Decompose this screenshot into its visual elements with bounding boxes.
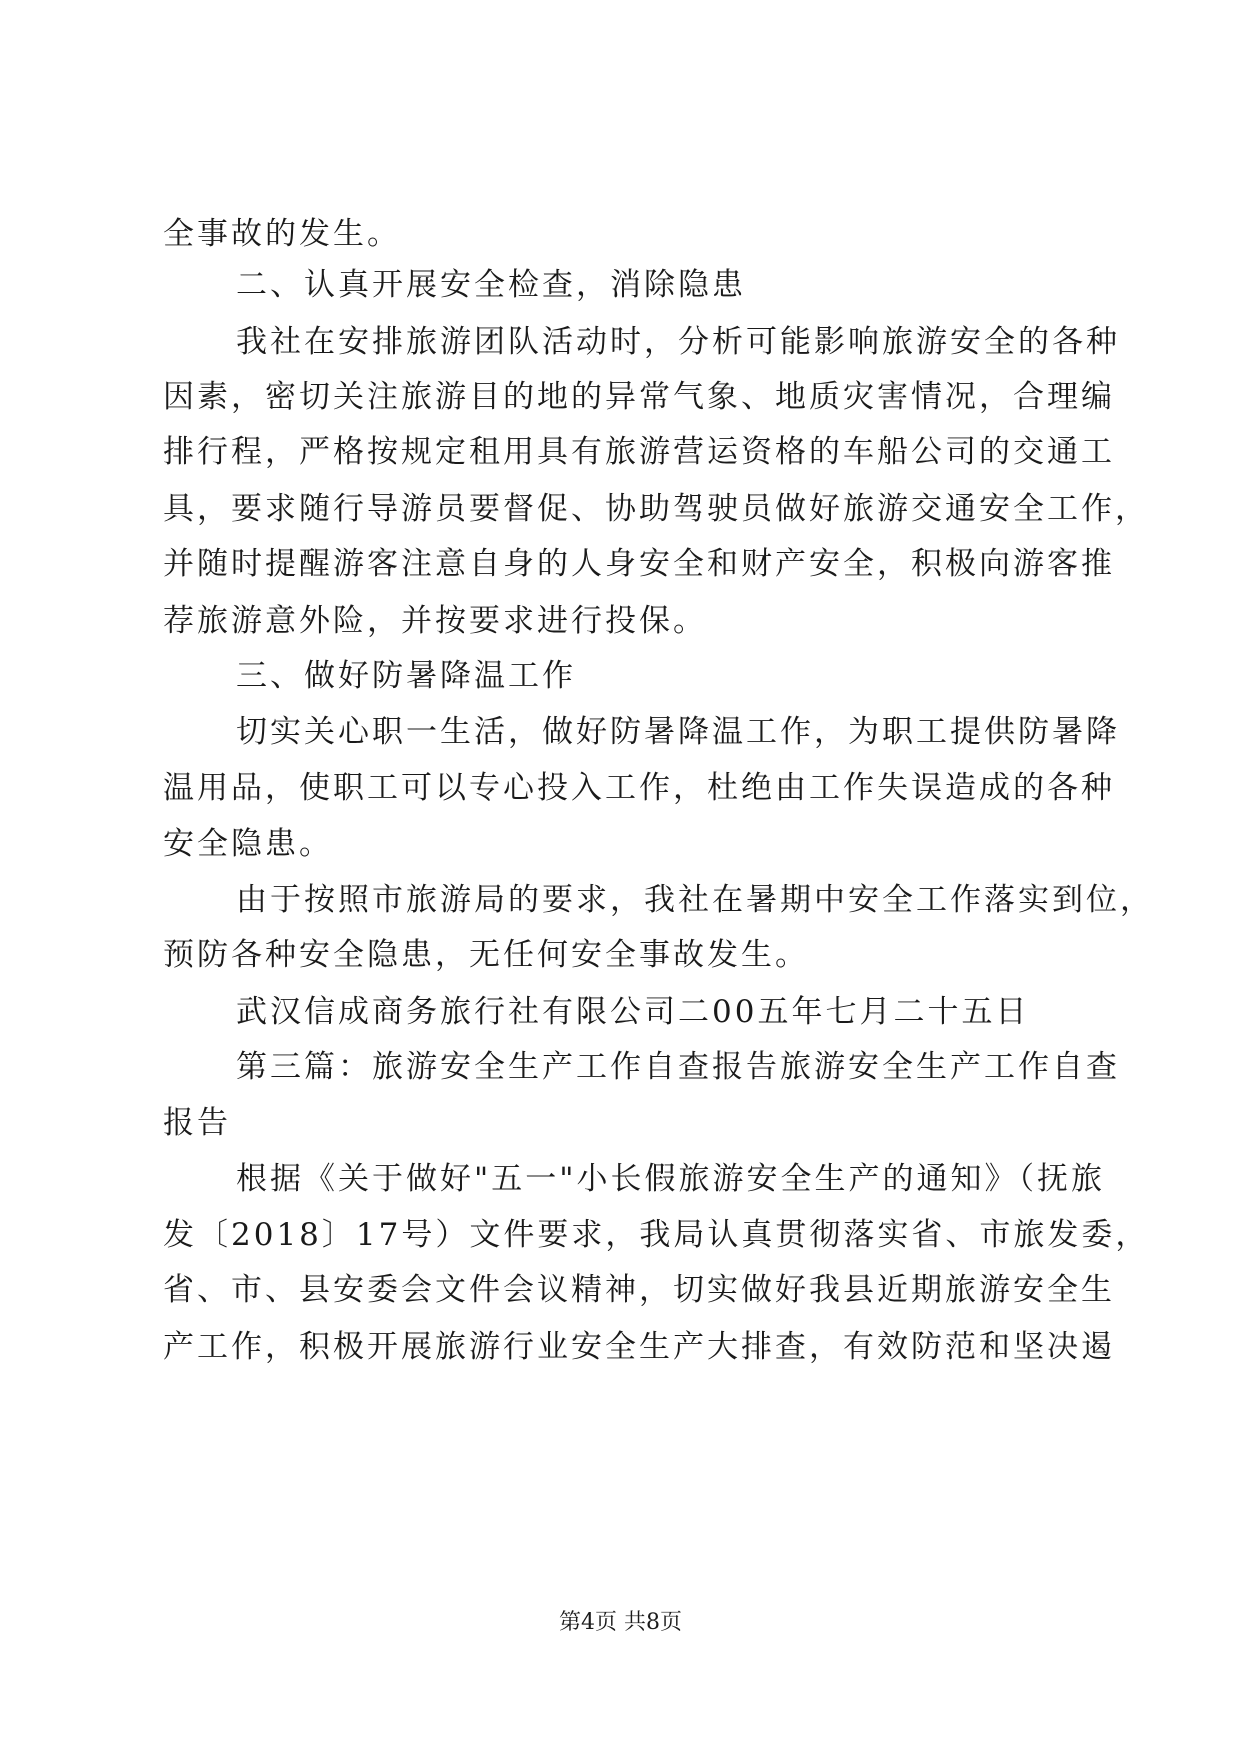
section-heading: 三、做好防暑降温工作 xyxy=(236,658,576,694)
text-line: 全事故的发生。 xyxy=(163,216,401,252)
signature-line: 武汉信成商务旅行社有限公司二00五年七月二十五日 xyxy=(236,994,1030,1030)
text-line: 预防各种安全隐患，无任何安全事故发生。 xyxy=(163,937,809,973)
text-line: 我社在安排旅游团队活动时，分析可能影响旅游安全的各种 xyxy=(236,324,1120,360)
text-line: 切实关心职一生活，做好防暑降温工作，为职工提供防暑降 xyxy=(236,714,1120,750)
text-line: 由于按照市旅游局的要求，我社在暑期中安全工作落实到位， xyxy=(236,882,1154,918)
text-line: 产工作，积极开展旅游行业安全生产大排查，有效防范和坚决遏 xyxy=(163,1329,1115,1365)
page-number: 第4页 共8页 xyxy=(559,1610,682,1635)
text-line: 省、市、县安委会文件会议精神，切实做好我县近期旅游安全生 xyxy=(163,1272,1115,1308)
text-line: 温用品，使职工可以专心投入工作，杜绝由工作失误造成的各种 xyxy=(163,770,1115,806)
chapter-heading-continued: 报告 xyxy=(163,1105,231,1141)
text-line: 排行程，严格按规定租用具有旅游营运资格的车船公司的交通工 xyxy=(163,434,1115,470)
text-line: 发〔2018〕17号）文件要求，我局认真贯彻落实省、市旅发委， xyxy=(163,1217,1150,1253)
text-line: 安全隐患。 xyxy=(163,826,333,862)
text-line: 荐旅游意外险，并按要求进行投保。 xyxy=(163,603,707,639)
text-line: 因素，密切关注旅游目的地的异常气象、地质灾害情况，合理编 xyxy=(163,379,1115,415)
text-line: 并随时提醒游客注意自身的人身安全和财产安全，积极向游客推 xyxy=(163,546,1115,582)
page-footer xyxy=(0,1608,1241,1638)
text-line: 根据《关于做好"五一"小长假旅游安全生产的通知》（抚旅 xyxy=(236,1161,1106,1197)
text-line: 具，要求随行导游员要督促、协助驾驶员做好旅游交通安全工作， xyxy=(163,491,1149,527)
chapter-heading: 第三篇：旅游安全生产工作自查报告旅游安全生产工作自查 xyxy=(236,1049,1120,1085)
section-heading: 二、认真开展安全检查，消除隐患 xyxy=(236,267,746,303)
